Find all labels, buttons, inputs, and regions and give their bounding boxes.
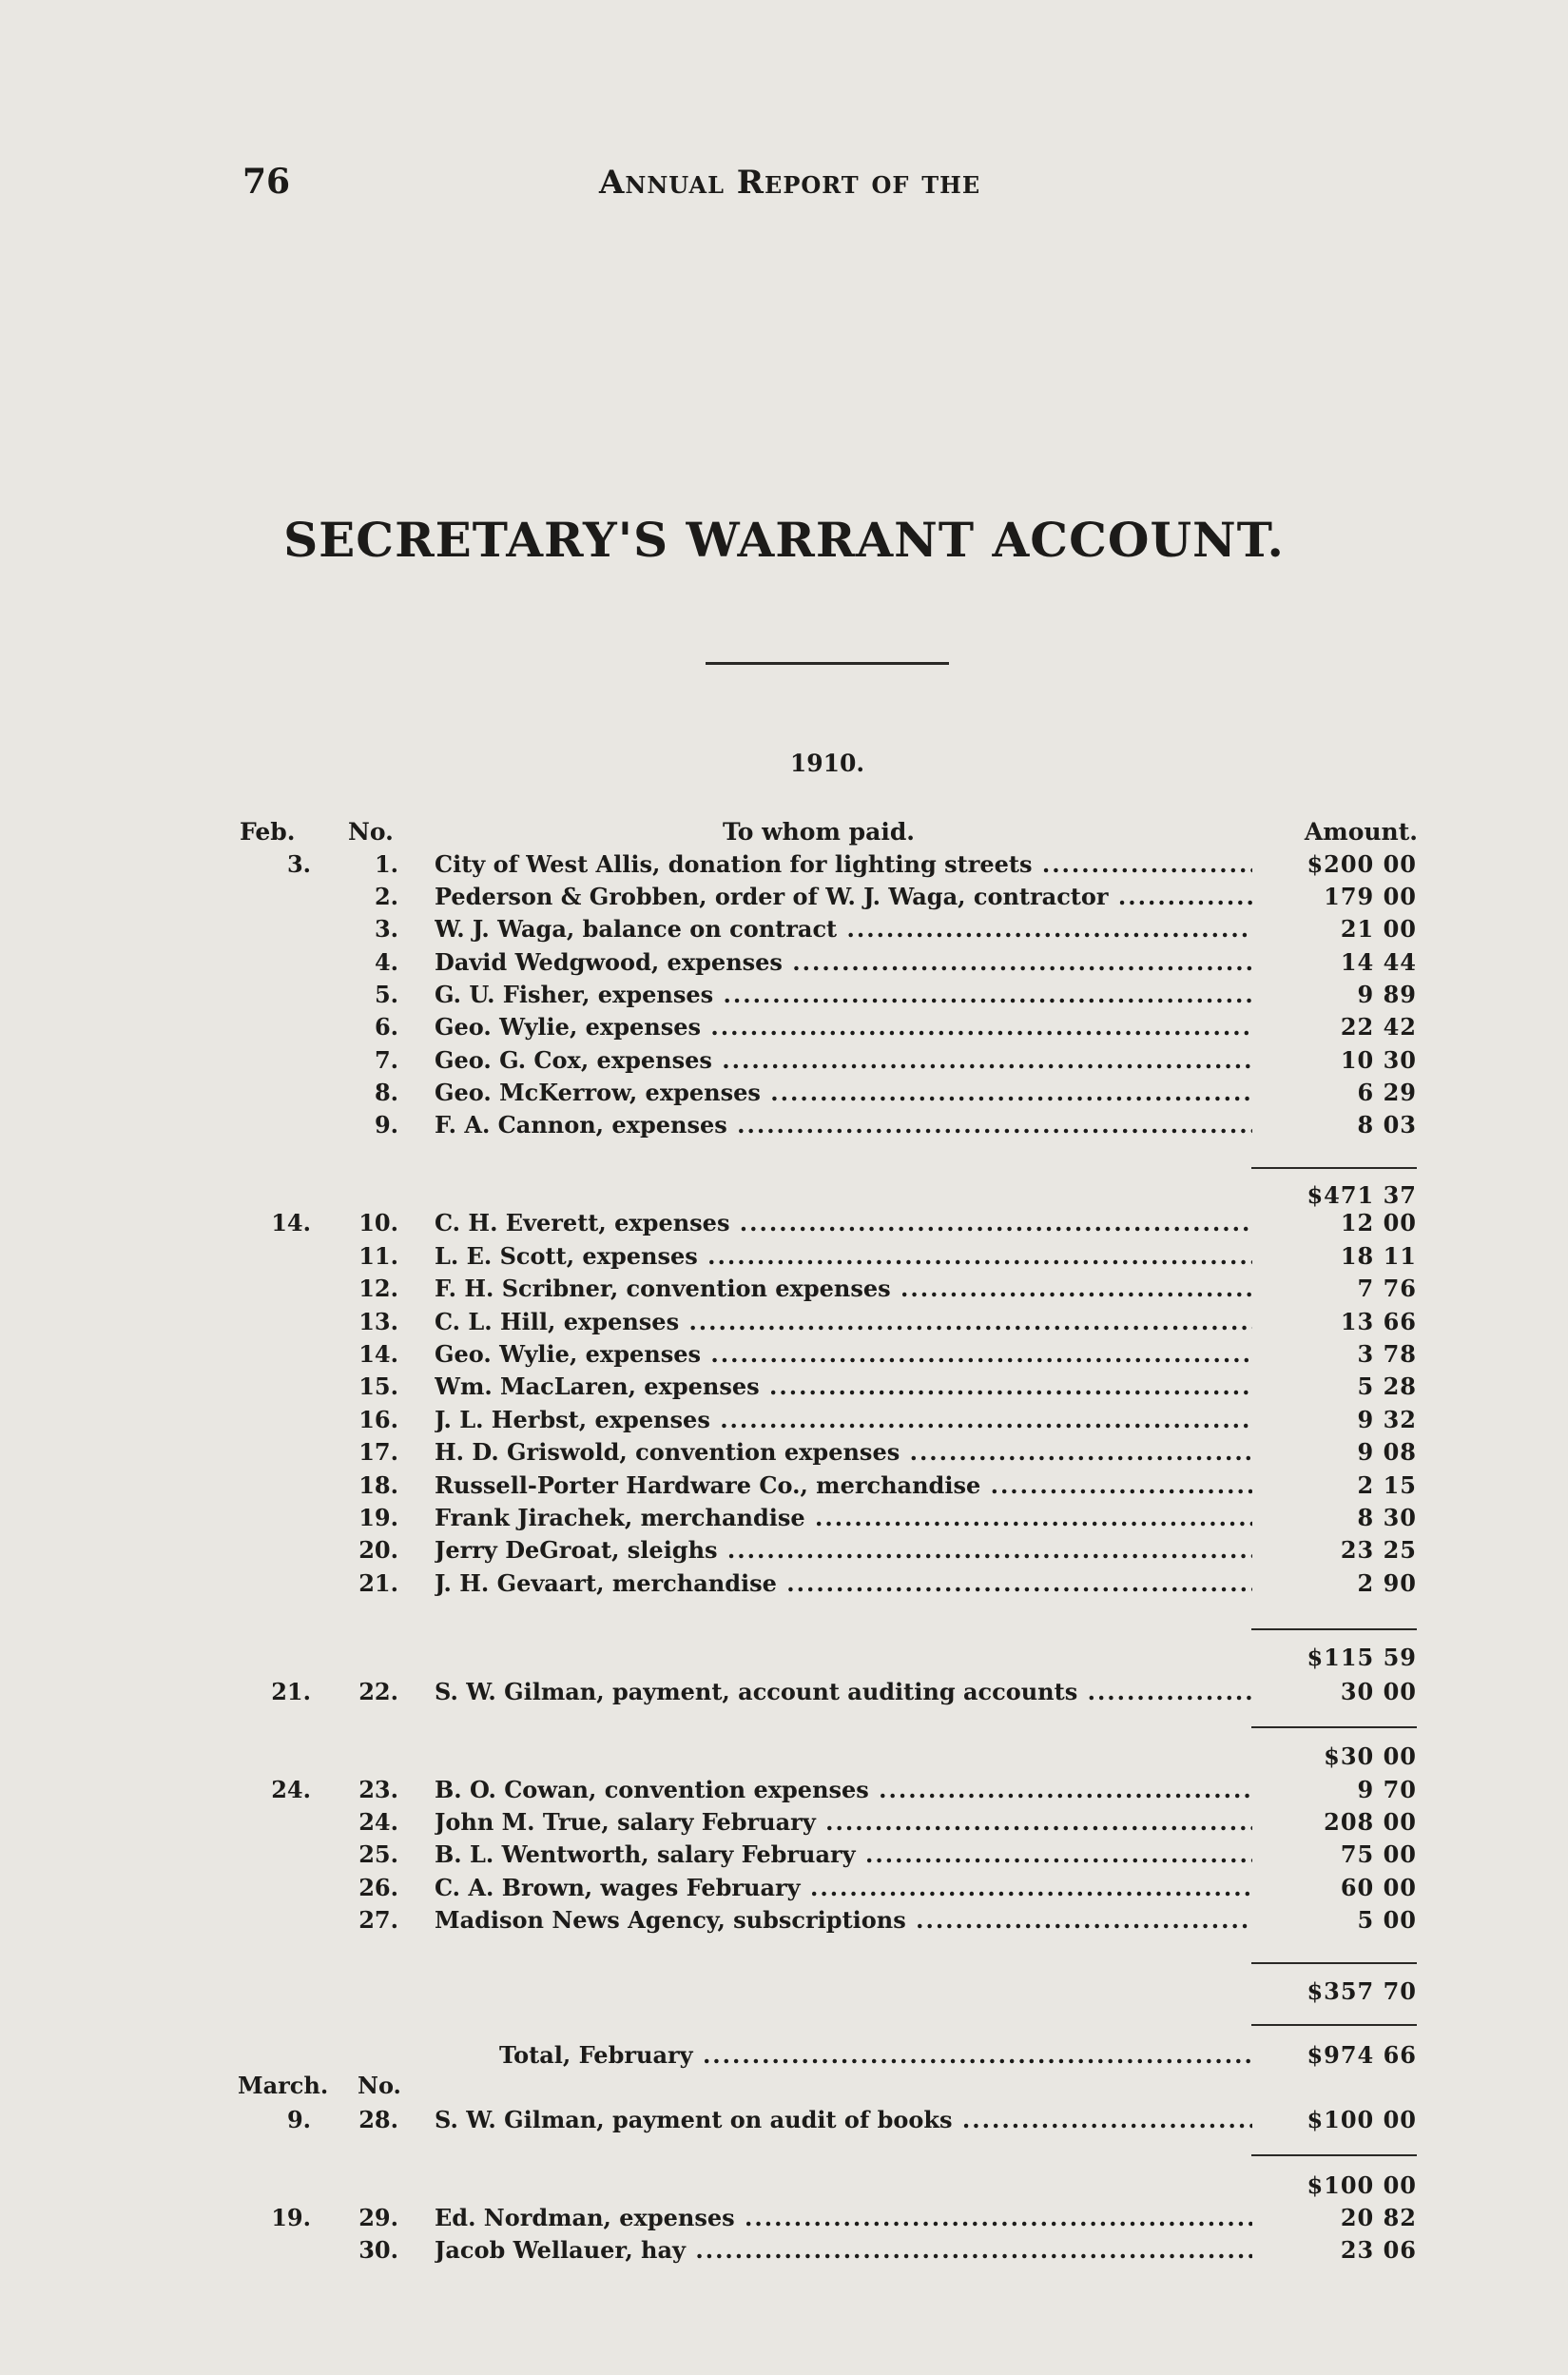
row-warrant-no: 29. [358, 2204, 398, 2231]
row-payee: S. W. Gilman, payment, account auditing accounts ..... [435, 1678, 1252, 1705]
sum-rule [1251, 1726, 1417, 1728]
row-payee: J. H. Gevaart, merchandise ..... [435, 1569, 1252, 1597]
row-payee: Geo. McKerrow, expenses ..... [435, 1079, 1252, 1106]
row-payee: Geo. G. Cox, expenses ..... [435, 1046, 1252, 1074]
table-row [0, 1046, 1568, 1079]
page-title: SECRETARY'S WARRANT ACCOUNT. [283, 512, 1285, 568]
col-header-amount: Amount. [1304, 818, 1418, 846]
row-warrant-no: 16. [358, 1406, 398, 1433]
total-february-label: Total, February ..... [499, 2041, 1250, 2069]
row-warrant-no: 4. [374, 948, 398, 976]
total-february-amount: $974 66 [1307, 2041, 1417, 2069]
row-amount: 179 00 [1324, 883, 1417, 910]
table-row [0, 1569, 1568, 1602]
row-amount: 6 29 [1357, 1079, 1417, 1106]
table-row [0, 850, 1568, 883]
table-row [0, 948, 1568, 981]
row-warrant-no: 8. [374, 1079, 398, 1106]
row-amount: 20 82 [1340, 2204, 1417, 2231]
table-row [0, 1308, 1568, 1340]
row-amount: 8 30 [1357, 1504, 1417, 1531]
table-row [0, 1874, 1568, 1906]
row-payee: Jerry DeGroat, sleighs ..... [435, 1536, 1252, 1564]
table-row [0, 1808, 1568, 1840]
row-date: 9. [286, 2106, 311, 2133]
march-header: March. [238, 2072, 329, 2099]
sum-rule [1251, 1167, 1417, 1169]
row-warrant-no: 21. [358, 1569, 398, 1597]
row-payee: L. E. Scott, expenses ..... [435, 1242, 1252, 1270]
row-warrant-no: 14. [358, 1340, 398, 1368]
table-row [0, 1406, 1568, 1438]
row-payee: Madison News Agency, subscriptions ..... [435, 1906, 1252, 1934]
table-row [0, 1111, 1568, 1143]
table-row [0, 1776, 1568, 1808]
row-amount: 2 15 [1357, 1471, 1417, 1499]
row-amount: 3 78 [1357, 1340, 1417, 1368]
row-amount: 60 00 [1340, 1874, 1417, 1901]
table-row [0, 2106, 1568, 2138]
row-amount: 5 00 [1357, 1906, 1417, 1934]
row-warrant-no: 2. [374, 883, 398, 910]
subtotal: $357 70 [1307, 1977, 1417, 2005]
row-payee: S. W. Gilman, payment on audit of books ..... [435, 2106, 1252, 2133]
table-row [0, 1242, 1568, 1275]
sum-rule [1251, 2154, 1417, 2156]
row-amount: 9 08 [1357, 1438, 1417, 1466]
row-warrant-no: 3. [374, 915, 398, 943]
row-payee: City of West Allis, donation for lighting streets ..... [435, 850, 1252, 878]
col-header-no: No. [348, 818, 394, 846]
subtotal: $471 37 [1307, 1181, 1417, 1209]
col-header-payee: To whom paid. [723, 818, 916, 846]
row-payee: J. L. Herbst, expenses ..... [435, 1406, 1252, 1433]
row-payee: F. A. Cannon, expenses ..... [435, 1111, 1252, 1139]
row-payee: C. A. Brown, wages February ..... [435, 1874, 1252, 1901]
row-warrant-no: 17. [358, 1438, 398, 1466]
table-row [0, 1906, 1568, 1938]
row-payee: David Wedgwood, expenses ..... [435, 948, 1252, 976]
row-warrant-no: 18. [358, 1471, 398, 1499]
row-payee: Wm. MacLaren, expenses ..... [435, 1372, 1252, 1400]
row-payee: Russell-Porter Hardware Co., merchandise ..... [435, 1471, 1252, 1499]
row-amount: 8 03 [1357, 1111, 1417, 1139]
table-row [0, 1536, 1568, 1568]
sum-rule [1251, 1962, 1417, 1964]
table-row [0, 1209, 1568, 1241]
row-amount: 9 70 [1357, 1776, 1417, 1803]
subtotal: $115 59 [1307, 1644, 1417, 1671]
row-date: 19. [271, 2204, 311, 2231]
row-warrant-no: 20. [358, 1536, 398, 1564]
row-warrant-no: 7. [374, 1046, 398, 1074]
row-amount: 23 06 [1340, 2236, 1417, 2264]
row-warrant-no: 5. [374, 981, 398, 1008]
sum-rule [1251, 2024, 1417, 2026]
row-amount: 30 00 [1340, 1678, 1417, 1705]
table-row [0, 1372, 1568, 1405]
row-date: 3. [286, 850, 311, 878]
row-amount: 9 32 [1357, 1406, 1417, 1433]
row-payee: Ed. Nordman, expenses ..... [435, 2204, 1252, 2231]
row-date: 14. [271, 1209, 311, 1236]
table-row [0, 1678, 1568, 1710]
row-amount: 12 00 [1340, 1209, 1417, 1236]
row-warrant-no: 11. [358, 1242, 398, 1270]
row-payee: Geo. Wylie, expenses ..... [435, 1013, 1252, 1041]
row-amount: $100 00 [1307, 2106, 1417, 2133]
row-payee: W. J. Waga, balance on contract ..... [435, 915, 1252, 943]
row-date: 21. [271, 1678, 311, 1705]
row-amount: 13 66 [1340, 1308, 1417, 1335]
row-warrant-no: 24. [358, 1808, 398, 1836]
subtotal: $100 00 [1307, 2171, 1417, 2199]
row-payee: John M. True, salary February ..... [435, 1808, 1252, 1836]
subtotal: $30 00 [1324, 1742, 1417, 1770]
row-warrant-no: 26. [358, 1874, 398, 1901]
row-payee: Frank Jirachek, merchandise ..... [435, 1504, 1252, 1531]
table-row [0, 883, 1568, 915]
row-amount: 9 89 [1357, 981, 1417, 1008]
row-amount: 5 28 [1357, 1372, 1417, 1400]
row-amount: 2 90 [1357, 1569, 1417, 1597]
row-amount: $200 00 [1307, 850, 1417, 878]
row-warrant-no: 28. [358, 2106, 398, 2133]
table-row [0, 1504, 1568, 1536]
row-warrant-no: 23. [358, 1776, 398, 1803]
row-payee: Geo. Wylie, expenses ..... [435, 1340, 1252, 1368]
table-row [0, 915, 1568, 947]
row-warrant-no: 1. [374, 850, 398, 878]
row-payee: B. L. Wentworth, salary February ..... [435, 1840, 1252, 1868]
table-row [0, 1275, 1568, 1307]
row-amount: 208 00 [1324, 1808, 1417, 1836]
row-payee: F. H. Scribner, convention expenses ..... [435, 1275, 1252, 1302]
row-warrant-no: 22. [358, 1678, 398, 1705]
col-header-month: Feb. [240, 818, 296, 846]
row-date: 24. [271, 1776, 311, 1803]
table-row [0, 1079, 1568, 1111]
running-header: Annual Report of the [599, 164, 981, 202]
row-warrant-no: 27. [358, 1906, 398, 1934]
row-payee: C. L. Hill, expenses ..... [435, 1308, 1252, 1335]
row-payee: G. U. Fisher, expenses ..... [435, 981, 1252, 1008]
march-no-header: No. [358, 2072, 401, 2099]
row-amount: 75 00 [1340, 1840, 1417, 1868]
table-row [0, 1438, 1568, 1470]
row-payee: Jacob Wellauer, hay ..... [435, 2236, 1252, 2264]
row-payee: B. O. Cowan, convention expenses ..... [435, 1776, 1252, 1803]
table-row [0, 2204, 1568, 2236]
row-amount: 18 11 [1340, 1242, 1417, 1270]
row-warrant-no: 19. [358, 1504, 398, 1531]
title-rule [706, 662, 949, 665]
row-warrant-no: 25. [358, 1840, 398, 1868]
row-amount: 14 44 [1340, 948, 1417, 976]
table-row [0, 1340, 1568, 1372]
row-amount: 10 30 [1340, 1046, 1417, 1074]
year-heading: 1910. [789, 749, 865, 777]
row-amount: 22 42 [1340, 1013, 1417, 1041]
page-number: 76 [242, 162, 291, 202]
row-warrant-no: 30. [358, 2236, 398, 2264]
row-amount: 7 76 [1357, 1275, 1417, 1302]
row-warrant-no: 6. [374, 1013, 398, 1041]
row-warrant-no: 13. [358, 1308, 398, 1335]
sum-rule [1251, 1628, 1417, 1630]
table-row [0, 1471, 1568, 1504]
row-warrant-no: 9. [374, 1111, 398, 1139]
table-row [0, 1013, 1568, 1045]
table-row [0, 2236, 1568, 2268]
row-amount: 21 00 [1340, 915, 1417, 943]
row-warrant-no: 15. [358, 1372, 398, 1400]
row-payee: H. D. Griswold, convention expenses ..... [435, 1438, 1252, 1466]
table-row [0, 981, 1568, 1013]
row-warrant-no: 12. [358, 1275, 398, 1302]
row-payee: C. H. Everett, expenses ..... [435, 1209, 1252, 1236]
table-row [0, 1840, 1568, 1873]
row-payee: Pederson & Grobben, order of W. J. Waga, contractor ..... [435, 883, 1252, 910]
row-amount: 23 25 [1340, 1536, 1417, 1564]
row-warrant-no: 10. [358, 1209, 398, 1236]
